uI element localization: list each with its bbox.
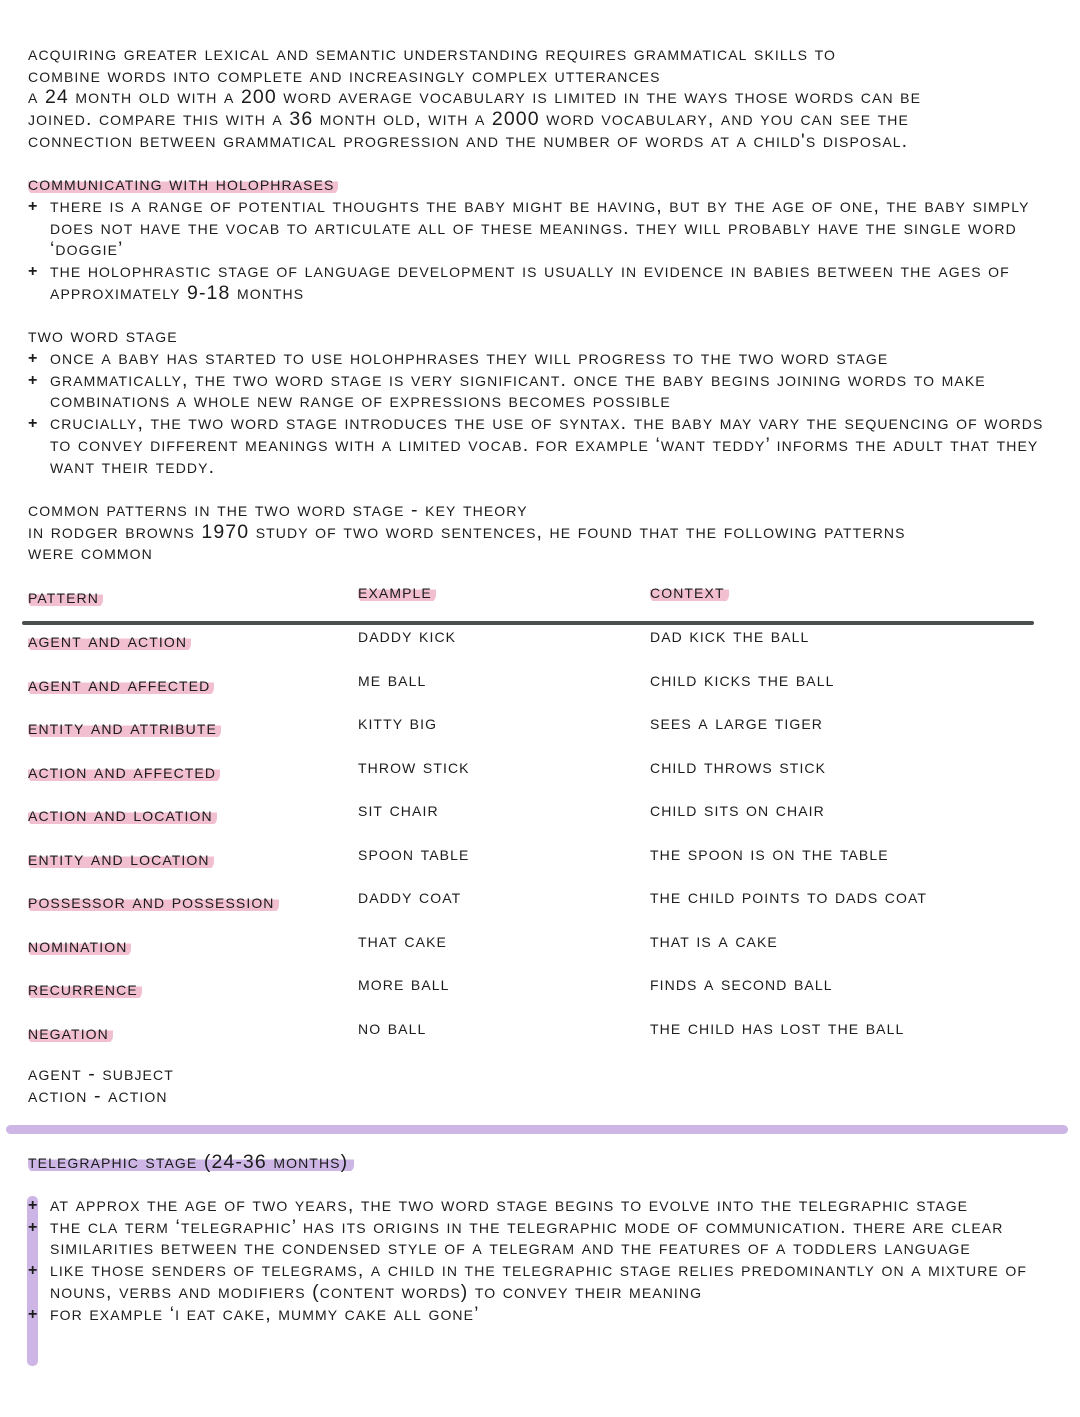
example-cell: no ball [358,1016,427,1039]
pattern-cell: action and affected [28,761,220,784]
pattern-cell: recurrence [28,978,142,1001]
list-item: + for example ‘i eat cake, mummy cake all gone’ [28,1304,1058,1326]
list-item: + once a baby has started to use holohphrases they will progress to the two word stage [28,348,1058,370]
list-item: + crucially, the two word stage introduces the use of syntax. the baby may vary the sequencing of words to convey different meanings with a limited vocab. for example ‘want teddy’ informs the adult that they want their teddy. [28,413,1058,478]
telegraphic-list [28,1195,1058,1325]
pattern-cell: agent and action [28,630,191,653]
table-row [28,931,1034,959]
intro-line: connection between grammatical progression and the number of words at a child's disposal. [28,129,909,152]
section-divider [6,1125,1068,1134]
patterns-heading: common patterns in the two word stage - key theory [28,499,528,521]
example-cell: spoon table [358,842,470,865]
pattern-cell: possessor and possession [28,891,279,914]
example-cell: sit chair [358,799,439,821]
holophrases-heading: communicating with holophrases [28,174,1058,196]
list-item: + grammatically, the two word stage is very significant. once the baby begins joining words to make combinations a whole new range of expressions becomes possible [28,370,1058,413]
header-context: context [650,581,729,604]
table-row [28,887,1034,915]
pattern-cell: entity and attribute [28,717,221,740]
intro-line: combine words into complete and increasingly complex utterances [28,64,661,87]
notes [28,1064,1058,1107]
note-line: agent - subject [28,1063,174,1085]
context-cell: the child has lost the ball [650,1016,905,1039]
context-cell: dad kick the ball [650,625,810,647]
example-cell: that cake [358,929,447,952]
intro-line: acquiring greater lexical and semantic understanding requires grammatical skills to [28,43,837,65]
pattern-cell: action and location [28,804,217,827]
list-item: + at approx the age of two years, the two word stage begins to evolve into the telegraphic stage [28,1195,1058,1217]
table-row [28,974,1034,1002]
intro-paragraph [28,44,1058,153]
list-item: + like those senders of telegrams, a child in the telegraphic stage relies predominantly on a mixture of nouns, verbs and modifiers (content words) to convey their meaning [28,1260,1058,1303]
header-example: example [358,581,436,604]
example-cell: daddy coat [358,886,462,908]
example-cell: me ball [358,668,427,691]
table-row [28,626,1034,654]
list-item: + there is a range of potential thoughts the baby might be having, but by the age of one, the baby simply does not have the vocab to articulate all of these meanings. they will probably have the single word ‘doggie’ [28,196,1058,261]
context-cell: child sits on chair [650,799,825,821]
table-row [28,800,1034,828]
pattern-cell: agent and affected [28,674,214,697]
table-row [28,670,1034,698]
patterns-line: in rodger browns 1970 study of two word sentences, he found that the following patterns [28,520,906,543]
example-cell: more ball [358,973,450,995]
table-row [28,757,1034,785]
table-row [28,713,1034,741]
two-word-heading: two word stage [28,325,178,347]
intro-line: joined. compare this with a 36 month old, with a 2000 word vocabulary, and you can see the [28,108,909,131]
table-row [28,1018,1034,1046]
context-cell: that is a cake [650,929,778,952]
context-cell: the spoon is on the table [650,842,889,865]
example-cell: daddy kick [358,625,457,647]
example-cell: throw stick [358,755,470,778]
context-cell: child kicks the ball [650,668,835,691]
pattern-cell: nomination [28,935,131,958]
patterns-intro [28,500,1058,565]
context-cell: the child points to dads coat [650,886,928,908]
context-cell: child throws stick [650,755,827,778]
list-item: + the holophrastic stage of language development is usually in evidence in babies between the ages of approximately 9-18 months [28,261,1058,304]
patterns-line: were common [28,542,153,565]
holophrases-list [28,196,1058,305]
intro-line: a 24 month old with a 200 word average vocabulary is limited in the ways those words can be [28,86,922,109]
table-header-rule [22,621,1034,625]
context-cell: finds a second ball [650,973,833,995]
pattern-cell: negation [28,1022,113,1045]
telegraphic-heading: telegraphic stage (24-36 months) [28,1152,1058,1174]
list-item: + the cla term ‘telegraphic’ has its origins in the telegraphic mode of communication. there are clear similarities between the condensed style of a telegram and the features of a toddlers language [28,1217,1058,1260]
table-header-row [28,581,1034,613]
note-line: action - action [28,1084,168,1107]
example-cell: kitty big [358,712,438,734]
table-row [28,844,1034,872]
pattern-cell: entity and location [28,848,214,871]
header-pattern: pattern [28,586,103,609]
context-cell: sees a large tiger [650,712,823,734]
two-word-list [28,348,1058,478]
